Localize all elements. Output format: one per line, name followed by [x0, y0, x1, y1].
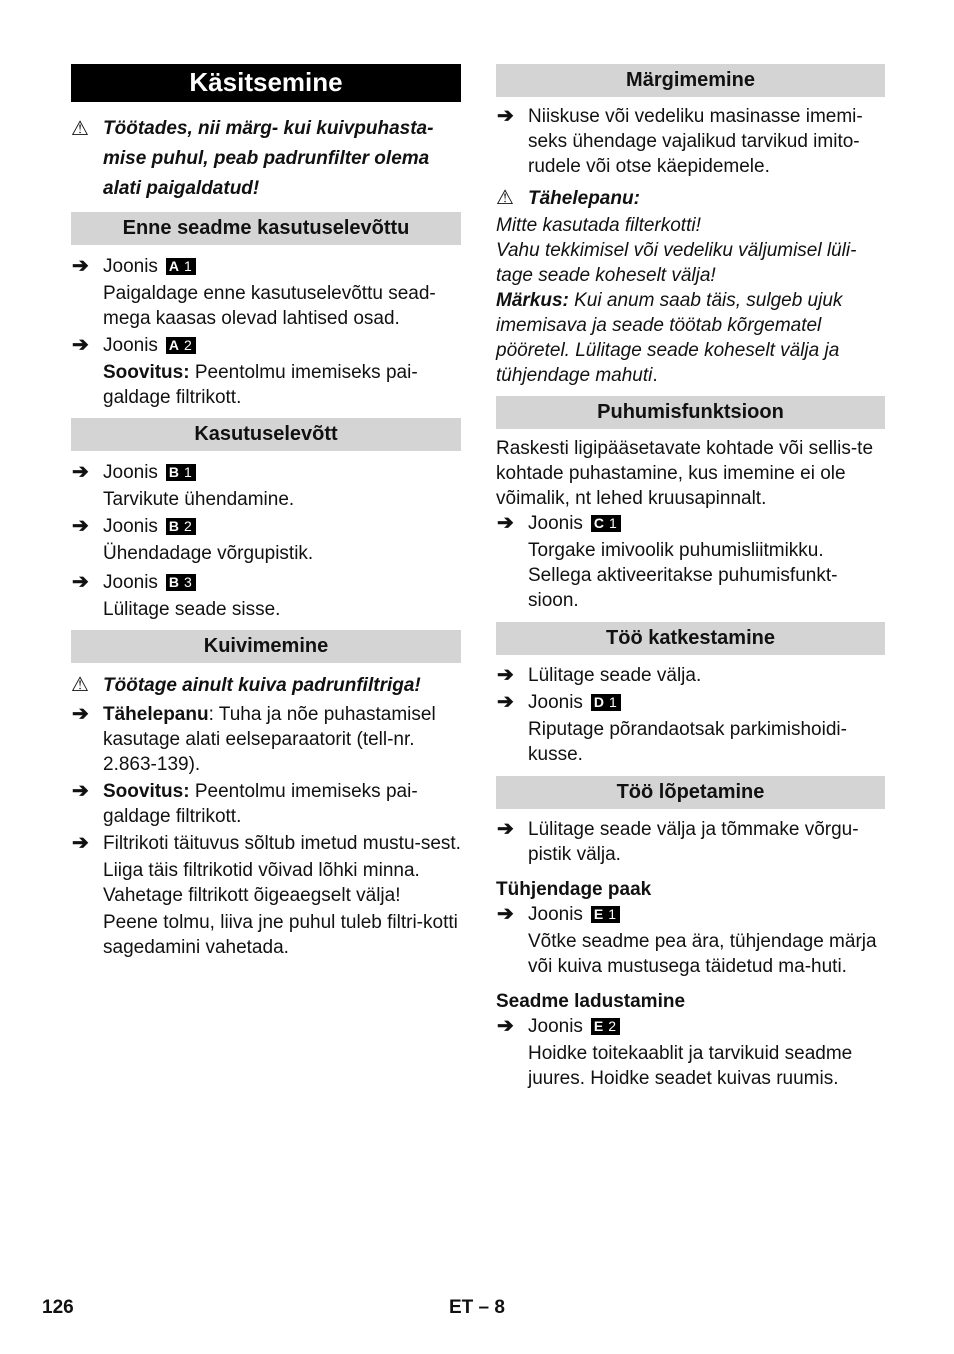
warning-text: Töötades, nii märg- kui kuivpuhasta-mise puhul, peab padrunfilter olema alati paigaldatud!: [103, 118, 434, 199]
arrow-icon: ➔: [497, 512, 514, 534]
paragraph: Liiga täis filtrikotid võivad lõhki minna. Vahetage filtrikott õigeaegselt välja!: [103, 860, 420, 906]
arrow-icon: ➔: [72, 571, 89, 593]
figure-badge: E 2: [591, 1018, 620, 1035]
section-heading: Töö lõpetamine: [496, 776, 885, 809]
item-text: Tarvikute ühendamine.: [103, 489, 295, 510]
warning-block: [71, 114, 461, 204]
section-heading: Puhumisfunktsioon: [496, 396, 885, 429]
figure-badge: A 2: [166, 337, 196, 354]
section-heading: Kasutuselevõtt: [71, 418, 461, 451]
section-heading: Töö katkestamine: [496, 622, 885, 655]
figure-label: Joonis: [528, 513, 583, 534]
list-item: [71, 570, 461, 622]
list-item: ➔ Niiskuse või vedeliku masinasse imemi-seks ühendage vajalikud tarvikud imito-rudele või otse käepidemele.: [497, 105, 863, 177]
item-text: Paigaldage enne kasutuselevõttu sead-mega kaasas olevad lahtised osad.: [103, 283, 436, 329]
list-item: [496, 690, 885, 767]
arrow-icon: ➔: [497, 903, 514, 925]
list-item: [71, 254, 461, 331]
arrow-icon: ➔: [497, 664, 514, 686]
list-item: ➔ Tähelepanu: Tuha ja nõe puhastamisel kasutage alati eelseparaatorit (tell-nr. 2.863-139).: [72, 703, 436, 775]
item-text: Riputage põrandaotsak parkimishoidi-kusse.: [528, 719, 847, 765]
list-item: [496, 511, 885, 613]
figure-badge: B 3: [166, 574, 196, 591]
figure-label: Joonis: [528, 1016, 583, 1037]
list-item: [496, 902, 885, 979]
list-item: [71, 460, 461, 512]
warning-icon: ⚠: [71, 118, 89, 140]
list-item: [496, 1014, 885, 1091]
figure-label: Joonis: [103, 462, 158, 483]
page-title: Käsitsemine: [71, 64, 461, 102]
figure-badge: D 1: [591, 694, 621, 711]
figure-label: Joonis: [103, 572, 158, 593]
warning-text: Töötage ainult kuiva padrunfiltriga!: [103, 675, 421, 696]
item-text: Soovitus: Peentolmu imemiseks pai-galdage filtrikott.: [103, 362, 418, 408]
right-column: [496, 64, 885, 1091]
section-heading: Enne seadme kasutuselevõttu: [71, 212, 461, 245]
list-item: [71, 514, 461, 566]
item-text: Ühendadage võrgupistik.: [103, 543, 314, 564]
figure-badge: B 2: [166, 518, 196, 535]
arrow-icon: ➔: [72, 255, 89, 277]
arrow-icon: ➔: [72, 334, 89, 356]
arrow-icon: ➔: [72, 703, 89, 725]
list-item: ➔ Lülitage seade välja ja tõmmake võrgu-pistik välja.: [497, 818, 859, 865]
section-heading: Märgimemine: [496, 64, 885, 97]
note-line: Märkus: Kui anum saab täis, sulgeb ujuk imemisava ja seade töötab kõrgematel pööretel. Lülitage seade koheselt välja ja tühjendage mahuti.: [496, 290, 843, 386]
page-number: 126: [42, 1297, 74, 1318]
item-text: Torgake imivoolik puhumisliitmikku. Sellega aktiveeritakse puhumisfunkt-sioon.: [528, 540, 838, 611]
figure-label: Joonis: [103, 335, 158, 356]
figure-label: Joonis: [528, 692, 583, 713]
figure-badge: E 1: [591, 906, 620, 923]
arrow-icon: ➔: [72, 832, 89, 854]
list-item: [71, 333, 461, 410]
subheading: Tühjendage paak: [496, 879, 652, 900]
subheading: Seadme ladustamine: [496, 991, 686, 1012]
item-text: Hoidke toitekaablit ja tarvikuid seadme juures. Hoidke seadet kuivas ruumis.: [528, 1043, 853, 1089]
note-heading: ⚠ Tähelepanu:: [496, 187, 640, 209]
paragraph: Peene tolmu, liiva jne puhul tuleb filtri-kotti sagedamini vahetada.: [103, 912, 458, 958]
arrow-icon: ➔: [72, 461, 89, 483]
item-text: Võtke seadme pea ära, tühjendage märja või kuiva mustusega täidetud ma-huti.: [528, 931, 877, 977]
arrow-icon: ➔: [72, 515, 89, 537]
figure-badge: B 1: [166, 464, 196, 481]
warning-icon: ⚠: [496, 187, 514, 209]
arrow-icon: ➔: [497, 691, 514, 713]
note-line: Mitte kasutada filterkotti!: [496, 215, 701, 236]
figure-badge: A 1: [166, 258, 196, 275]
arrow-icon: ➔: [72, 780, 89, 802]
figure-label: Joonis: [103, 256, 158, 277]
figure-badge: C 1: [591, 515, 621, 532]
page-locale-number: ET – 8: [449, 1297, 505, 1318]
figure-label: Joonis: [103, 516, 158, 537]
list-item: ➔ Soovitus: Peentolmu imemiseks pai-galdage filtrikott.: [72, 780, 418, 827]
arrow-icon: ➔: [497, 818, 514, 840]
note-line: Vahu tekkimisel või vedeliku väljumisel lüli-tage seade koheselt välja!: [496, 240, 857, 286]
arrow-icon: ➔: [497, 1015, 514, 1037]
paragraph: Raskesti ligipääsetavate kohtade või sellis-te kohtade puhastamine, kus imemine ei ole võimalik, nt lehed kruusapinnalt.: [496, 438, 874, 509]
left-column: [71, 64, 461, 960]
figure-label: Joonis: [528, 904, 583, 925]
item-text: Lülitage seade sisse.: [103, 599, 281, 620]
warning-block: [71, 673, 461, 698]
section-heading: Kuivimemine: [71, 630, 461, 663]
list-item: ➔ Lülitage seade välja.: [497, 664, 702, 686]
arrow-icon: ➔: [497, 105, 514, 127]
warning-icon: ⚠: [71, 674, 89, 696]
list-item: ➔ Filtrikoti täituvus sõltub imetud mustu-sest.: [72, 832, 461, 854]
